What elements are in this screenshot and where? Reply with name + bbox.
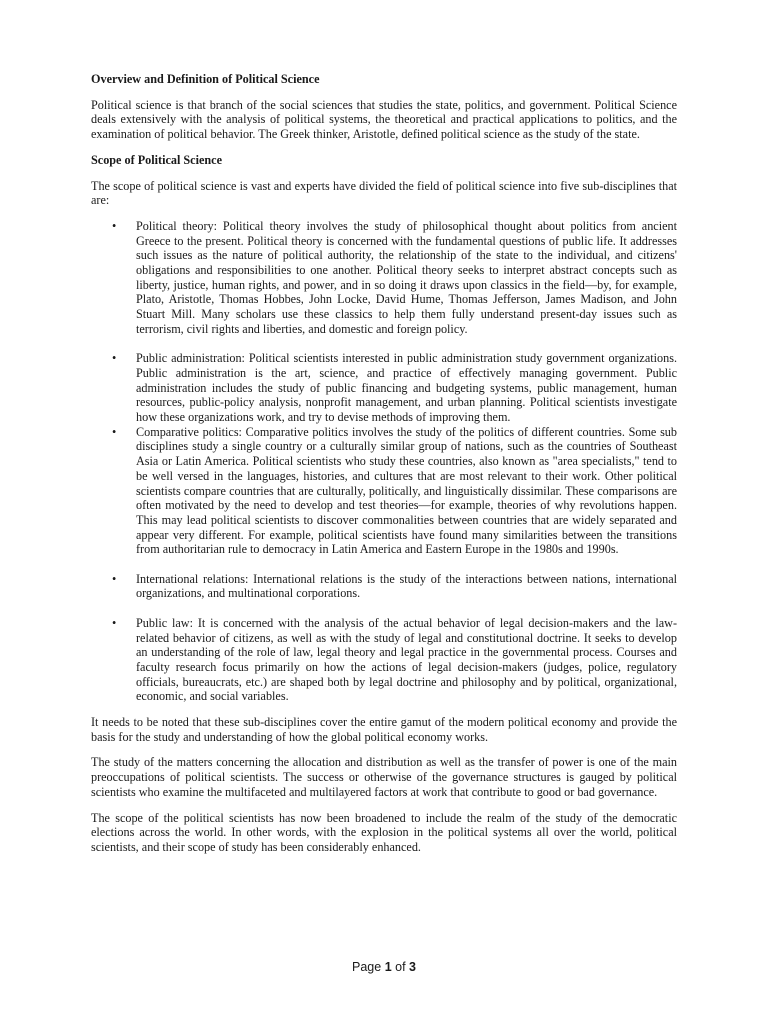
list-item-text: International relations: International relations is the study of the interactions between nations, international organizations, and multinational corporations. bbox=[136, 571, 677, 601]
page-word: Page bbox=[352, 960, 382, 974]
section-heading-scope: Scope of Political Science bbox=[91, 152, 222, 167]
list-item-text: Public law: It is concerned with the analysis of the actual behavior of legal decision-makers and the law-related behavior of citizens, as well as with the study of legal and constitutional doctrine. It seeks to develop an understanding of the role of law, legal theory and legal practice in the governmental process. Courses and faculty research focus primarily on how the actions of legal decision-makers (judges, police, regulatory officials, bureaucrats, etc.) are shaped both by legal doctrine and philosophy and by political, organizational, economic, and social variables. bbox=[136, 615, 677, 704]
list-item-text: Public administration: Political scientists interested in public administration study government organizations. Public administration is the art, science, and practice of effectively managing government. Public administration includes the study of public financing and budgeting systems, public management, human resources, public-policy analysis, nonprofit management, and urban planning. Political scientists investigate how these organizations work, and try to devise methods of improving them. bbox=[136, 351, 677, 425]
paragraph-gamut: It needs to be noted that these sub-disciplines cover the entire gamut of the modern political economy and provide the basis for the study and understanding of how the global political economy works. bbox=[91, 715, 677, 744]
page-of-word: of bbox=[395, 960, 406, 974]
list-item-text: Political theory: Political theory involves the study of philosophical thought about politics from ancient Greece to the present. Political theory is concerned with the fundamental questions of public life. It addresses such issues as the nature of political authority, the relationship of the state to the individual, and citizens' obligations and responsibilities to one another. Political theory seeks to interpret abstract concepts such as liberty, justice, human rights, and power, and in so doing it draws upon classics in the field—by, for example, Plato, Aristotle, Thomas Hobbes, John Locke, David Hume, Thomas Jefferson, James Madison, and John Stuart Mill. Many scholars use these classics to help them fully understand present-day issues such as terrorism, civil rights and liberties, and domestic and foreign policy. bbox=[136, 218, 677, 336]
bullet-icon: • bbox=[112, 351, 117, 366]
list-item-public-law bbox=[91, 616, 677, 704]
paragraph-scope-intro: The scope of political science is vast and experts have divided the field of political science into five sub-disciplines that are: bbox=[91, 178, 677, 208]
paragraph-definition: Political science is that branch of the social sciences that studies the state, politics, and government. Political Science deals extensively with the analysis of political systems, the theoretical and practical applications to politics, and the examination of political behavior. The Greek thinker, Aristotle, defined political science as the study of the state. bbox=[91, 97, 677, 142]
list-item-comparative-politics bbox=[91, 425, 677, 557]
bullet-icon: • bbox=[112, 218, 117, 233]
paragraph-elections: The scope of the political scientists has now been broadened to include the realm of the study of the democratic elections across the world. In other words, with the explosion in the political systems all over the world, political scientists, and their scope of study has been considerably enhanced. bbox=[91, 810, 677, 854]
list-item-political-theory bbox=[91, 219, 677, 337]
bullet-icon: • bbox=[112, 424, 117, 439]
list-item-text: Comparative politics: Comparative politics involves the study of the politics of different countries. Some sub disciplines study a single country or a culturally similar group of nations, such as the countries of Southeast Asia or Latin America. Political scientists who study these countries, also known as "area specialists," tend to be well versed in the languages, histories, and cultures that are most relevant to their work. Other political scientists compare countries that are culturally, politically, and linguistically dissimilar. These comparisons are often motivated by the need to develop and test theories—for example, theories of why revolutions happen. This may lead political scientists to discover commonalities between countries that are widely separated and appear very different. For example, political scientists have found many similarities between the transitions from authoritarian rule to democracy in Latin America and Eastern Europe in the 1980s and 1990s. bbox=[136, 424, 677, 557]
document-body bbox=[91, 72, 677, 866]
bullet-icon: • bbox=[112, 571, 117, 586]
list-item-international-relations bbox=[91, 572, 677, 601]
subdiscipline-list bbox=[91, 219, 677, 704]
bullet-icon: • bbox=[112, 615, 117, 630]
section-heading-overview: Overview and Definition of Political Science bbox=[91, 72, 320, 86]
page-number-footer bbox=[0, 960, 768, 975]
list-item-public-administration bbox=[91, 351, 677, 425]
paragraph-power: The study of the matters concerning the allocation and distribution as well as the transfer of power is one of the main preoccupations of political scientists. The success or otherwise of the governance structures is gauged by political scientists who examine the multifaceted and multilayered factors at work that contribute to good or bad governance. bbox=[91, 755, 677, 799]
page-current-number: 1 bbox=[384, 960, 392, 974]
page-total-number: 3 bbox=[409, 960, 416, 974]
